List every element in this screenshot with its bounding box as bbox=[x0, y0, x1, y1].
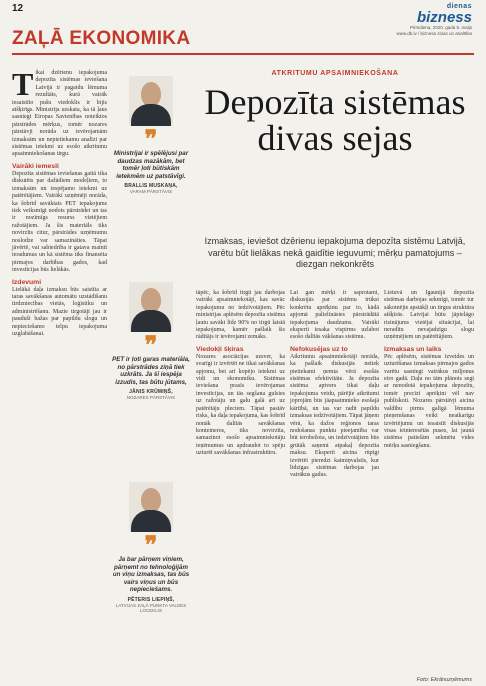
portrait-photo bbox=[129, 482, 173, 532]
quote-text: Ja bar pārņem viņiem, pārņemt no tehnoloģijām un viņu izmaksas, tas būs vairs viņus un būs nepieciešams. bbox=[112, 556, 190, 594]
quote-text: PET ir ļoti garas materiāla, no pārstrādes ziņā tiek uzkrāts. Ja šī iespēja izzudis, tas būtu jūtams, bbox=[112, 356, 190, 386]
col1-paragraph-2: Depozīta sistēmas ieviešanas gaitā tika diskutēts par dažādiem modeļiem, to izmaksām un iespējamo ietekmi uz patērētājiem. Vairāki uzņēmēji norāda, ka šobrīd savāktais PET iepakojums tiek veiksmīgi nodots pārstrādei un tas ir nozīmīgs resurss vietējiem ražotājiem. Ja šis materiāls tiks novirzīts citur, pārstrādes uzņēmumu noslodze var samazināties. Tāpat jāvērtē, vai sabiedrība ir gatava mainīt ieradumus un kā sistēma tiks finansēta pirmajos darbības gados, kad investīcijas būs lielākās. bbox=[12, 170, 107, 274]
col1-paragraph-1: ikai dzērienu iepakojuma depozīta sistēmas ieviešana Latvijā ir pagaidu lēmuma rezultāts, kurā vairāk iesaistīto pušu viedoklis ir bijis atšķirīgs. Ministrija uzskata, ka tā ļaus sasniegt Eiropas Savienības noteiktos pārstrādes mērķus, tomēr nozares pārstāvji norāda uz ievērojamām izmaksām un nepietiekamu analīzi par sistēmas ietekmi uz esošo atkritumu apsaimniekošanas tirgu. bbox=[12, 70, 107, 158]
quote-role: LATVIJAS ZAĻĀ PUNKTA VALDES LOCEKLIS bbox=[115, 602, 187, 614]
photo-credit: Foto: Ekrānuzņēmums bbox=[416, 677, 472, 683]
quote-author: JĀNIS KRŪMIŅŠ, bbox=[129, 389, 173, 396]
portrait-photo bbox=[129, 282, 173, 332]
article-headline: Depozīta sistēmas divas sejas bbox=[204, 82, 466, 158]
col3-subheading-1: Nefokusējas uz to bbox=[290, 345, 348, 353]
portrait-photo bbox=[129, 76, 173, 126]
quote-author: BRALLIS MUSKAŅA, bbox=[124, 183, 178, 190]
quote-block-2 bbox=[111, 282, 191, 401]
quote-role: NOZARES PĀRSTĀVIS bbox=[126, 395, 176, 401]
quote-author: PĒTERIS LIEPIŅŠ, bbox=[127, 596, 175, 603]
col4-subheading-1: Izmaksas un laiks bbox=[384, 345, 442, 353]
section-rule bbox=[12, 53, 474, 55]
col2-paragraph-2: Nozares asociācijas uzsver, ka svarīgi ir izvērtēt ne tikai savākšanas apjomu, bet arī kopējo ietekmi uz vidi un ekonomiku. Sistēmas ieviešana prasīs ievērojamas investīcijas, un tās segšana gulsies uz ražotāju un galu galā arī uz patērētāju pleciem. Tāpat pastāv risks, ka daļa iepakojuma, kas šobrīd nonāk dalītās savākšanas konteineros, tiks novirzīta, samazinot esošo apsaimniekotāju ieņēmumus un apdraudot to spēju uzturēt savākšanas infrastruktūru. bbox=[196, 353, 285, 457]
article-column-2 bbox=[196, 290, 285, 458]
article-lead: Izmaksas, ieviešot dzērienu iepakojuma depozīta sistēmu Latvijā, varētu būt lielākas nekā gaidītie ieguvumi; mērķu pamatojums – diezgan nekonkrēts bbox=[204, 236, 466, 269]
col3-paragraph-2: Atkritumu apsaimniekotāji norāda, ka pašlaik diskusijās netiek pietiekami ņemta vērā esošās sistēmas efektivitāte. Ja depozīta sistēma aptvers tikai daļu iepakojuma veidu, pārējie atkritumi joprojām būs jāapsaimnieko esošajā kārtībā, un tas var radīt papildu izmaksas iedzīvotājiem. Tāpat jāņem vērā, ka dažos reģionos taras nodošanas punktu pieejamība var būt ierobežota, un iedzīvotājiem būs grūtāk saņemt atpakaļ depozīta maksu. Eksperti aicina rūpīgi izvērtēt pieredzi kaimiņvalstīs, kur līdzīgas sistēmas darbojas jau vairākus gadus. bbox=[290, 353, 379, 479]
article-column-4 bbox=[384, 290, 474, 450]
article-column-3 bbox=[290, 290, 379, 480]
quote-text: Ministrijai ir spēlējusi par daudzas mazākām, bet tomēr ļoti būtiskām ietekmēm uz patstāvīgi. bbox=[113, 150, 189, 180]
quote-block-3 bbox=[111, 482, 191, 614]
quote-mark-icon: ❞ bbox=[144, 127, 158, 153]
col1-subheading-1: Vairāki iemesli bbox=[12, 162, 59, 170]
masthead-top: dienas bbox=[446, 3, 472, 10]
quote-mark-icon: ❞ bbox=[144, 333, 158, 359]
col4-paragraph-1: Lietuvā un Igaunijā depozīta sistēmas darbojas sekmīgi, tomēr tur sākotnējie apstākļi un tirgus struktūra atšķīrās. Latvijai būtu jāpielāgo risinājums vietējai situācijai, lai neradītu nevajadzīgu slogu uzņēmējiem un patērētājiem. bbox=[384, 290, 474, 341]
col3-paragraph-1: Lai gan mērķi ir saprotami, diskusijās par sistēmu trūkst konkrētu aprēķinu par to, kādā apjomā palielināsies pārstrādātā iepakojuma daudzums. Vairāki eksperti iesaka vispirms uzlabot esošo dalītās vākšanas sistēmu. bbox=[290, 290, 379, 341]
col1-paragraph-3: Lielākā daļa izmaksu būs saistīta ar taras savākšanas automātu uzstādīšanu tirdzniecības vietās, loģistiku un administrēšanu. Mazie tirgotāji jau ir pauduši bažas par papildu slogu un nepieciešamo telpu iepakojuma uzglabāšanai. bbox=[12, 286, 107, 337]
masthead-date: Pirmdiena, 2020. gada 5. maijs bbox=[409, 25, 472, 30]
quote-block-1 bbox=[111, 76, 191, 195]
masthead-logo: bizness bbox=[416, 9, 472, 26]
masthead-url: www.db.lv / biznesa ziņas un analītika bbox=[396, 30, 472, 36]
masthead bbox=[396, 3, 472, 36]
article-kicker: ATKRITUMU APSAIMNIEKOŠANA bbox=[271, 70, 399, 77]
quote-mark-icon: ❞ bbox=[144, 533, 158, 559]
col1-subheading-2: Izdevumi bbox=[12, 278, 42, 286]
section-title: ZAĻĀ EKONOMIKA bbox=[12, 28, 191, 49]
article-column-1 bbox=[12, 66, 107, 338]
page-number: 12 bbox=[12, 3, 24, 14]
col2-subheading-1: Viedokļi šķiras bbox=[196, 345, 244, 353]
col4-paragraph-2: Pēc aplēsēm, sistēmas izveides un uzturēšanas izmaksas pirmajos gados varētu sasniegt vairākus miljonus eiro gadā. Daļu no tām plānots segt ar nenodotā iepakojuma depozītu, tomēr precīzi aprēķini vēl nav publiskoti. Nozares pārstāvji aicina valdību pirms galīgā lēmuma pieņemšanas veikt neatkarīgu izvērtējumu un iesaistīt diskusijās visas ieinteresētās puses, lai jaunā sistēma patiešām sekmētu vides mērķu sasniegšanu. bbox=[384, 353, 474, 449]
drop-cap: T bbox=[12, 66, 34, 102]
col2-paragraph-1: tāpēc, ka šobrīd tirgū jau darbojas vairāki apsaimniekotāji, kas savāc iepakojumu no iedzīvotājiem. Pēc ministrijas aplēsēm depozīta sistēma ļautu savākt līdz 90% no tirgū laistā iepakojuma, kamēr pašlaik šis rādītājs ir ievērojami zemāks. bbox=[196, 290, 285, 341]
quote-role: VARAM PĀRSTĀVIS bbox=[129, 189, 173, 195]
